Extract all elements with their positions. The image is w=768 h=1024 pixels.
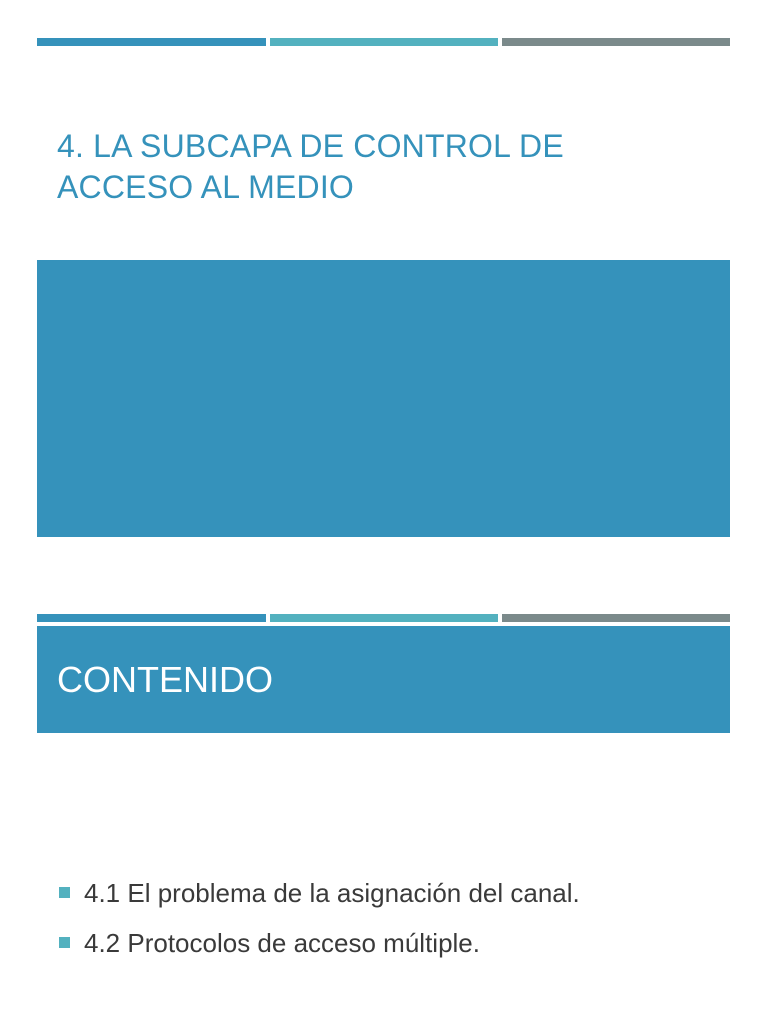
slide2-title-band <box>37 626 730 733</box>
slide2-top-stripe-gray <box>502 614 730 622</box>
bullet-text: 4.2 Protocolos de acceso múltiple. <box>84 928 480 958</box>
slide1-blue-panel <box>37 260 730 537</box>
slide1-title: 4. LA SUBCAPA DE CONTROL DE ACCESO AL MEDIO <box>57 128 564 205</box>
slide2-top-stripe-blue <box>37 614 266 622</box>
bullet-item <box>59 918 739 968</box>
slide1-top-stripe-teal <box>270 38 498 46</box>
bullet-text: 4.1 El problema de la asignación del canal. <box>84 878 580 908</box>
square-bullet-icon <box>59 887 70 898</box>
slide1-top-stripe-gray <box>502 38 730 46</box>
square-bullet-icon <box>59 937 70 948</box>
bullet-item <box>59 868 739 918</box>
slide1-top-stripe-blue <box>37 38 266 46</box>
slide2-top-stripe-teal <box>270 614 498 622</box>
slide2-title: CONTENIDO <box>57 659 273 700</box>
bullet-list <box>59 868 739 968</box>
